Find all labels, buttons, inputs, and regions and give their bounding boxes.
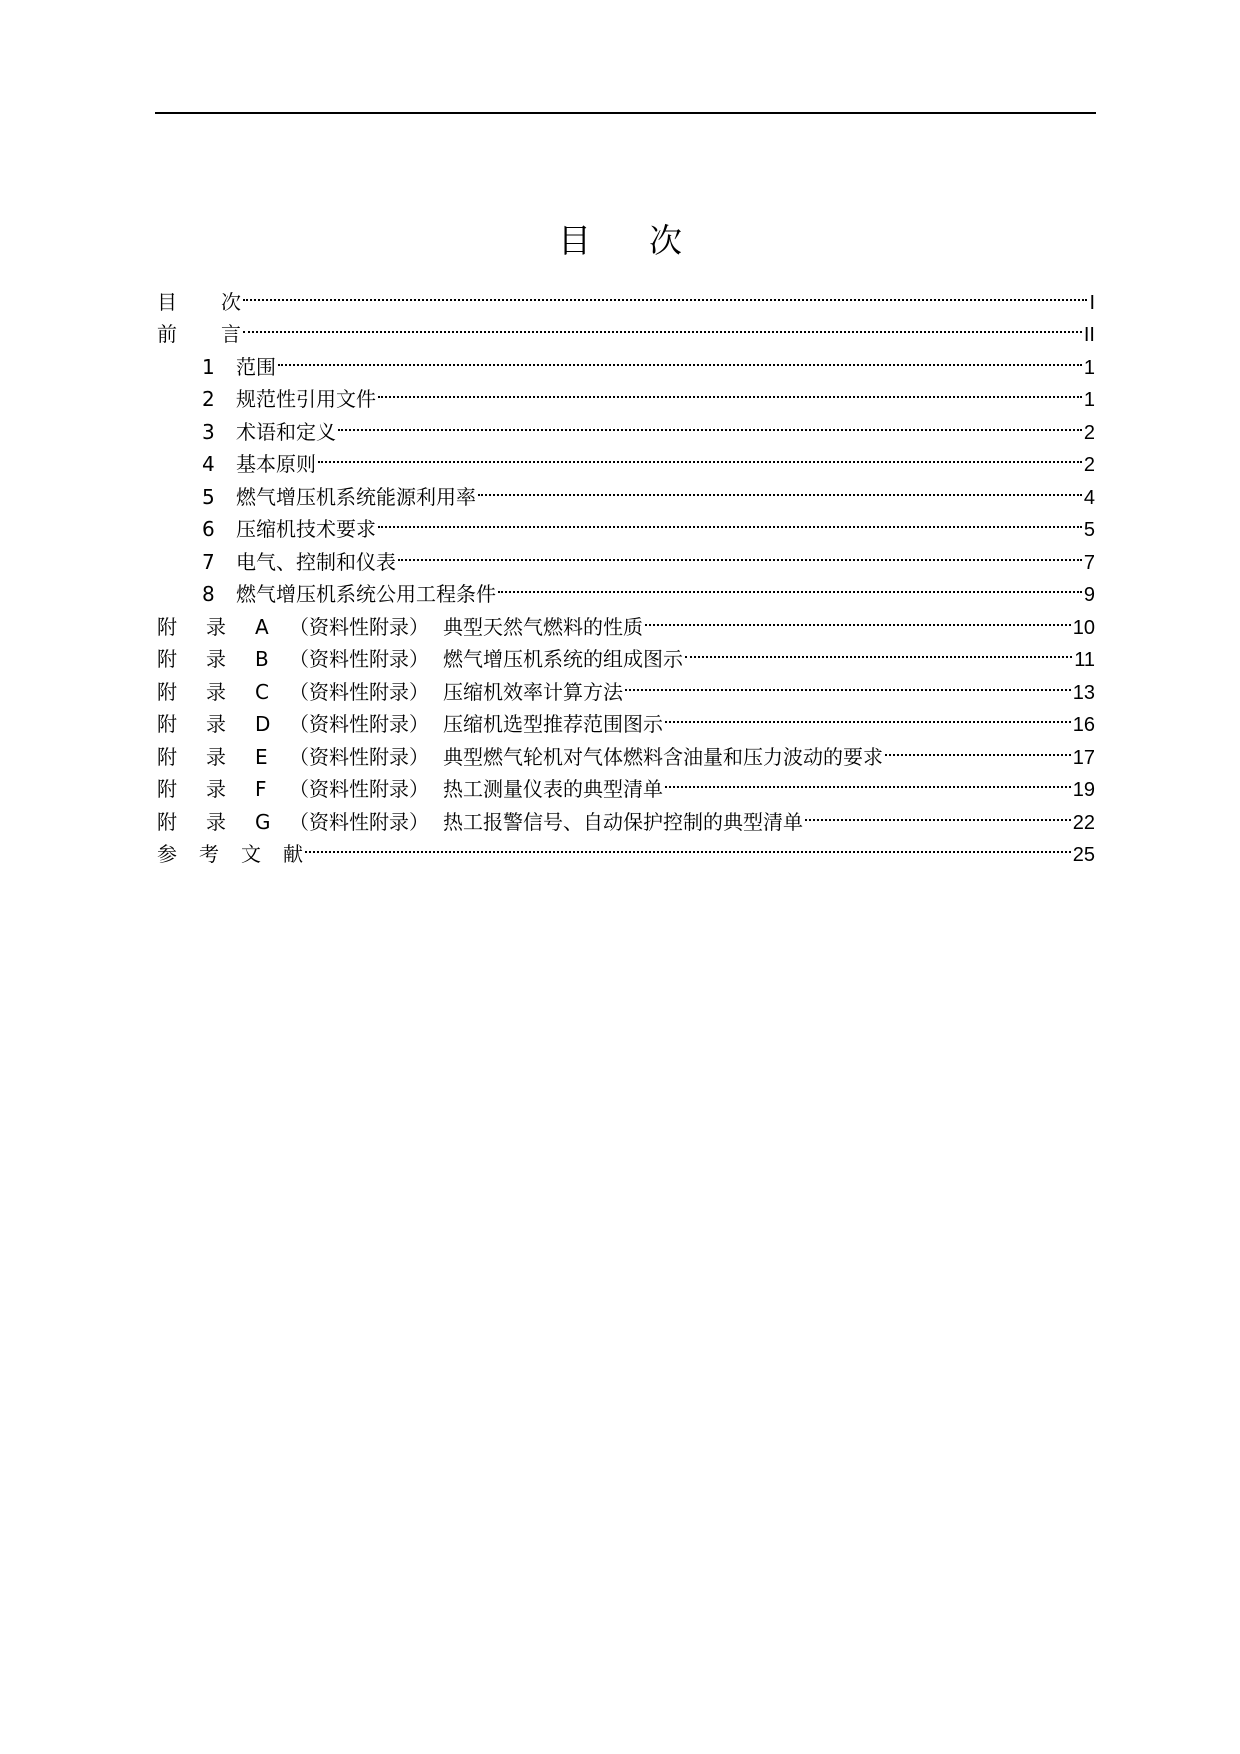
- dot-leader: [243, 276, 1087, 309]
- dot-leader: [338, 406, 1082, 439]
- toc-entry-label: [157, 708, 663, 741]
- chapter-number: 7: [202, 549, 215, 574]
- annex-title: 燃气增压机系统的组成图示: [443, 647, 683, 671]
- annex-title: 典型天然气燃料的性质: [443, 614, 643, 639]
- toc-char: 文: [241, 842, 261, 866]
- annex-prefix: 录: [206, 777, 226, 801]
- toc-entry-label: [157, 773, 663, 806]
- toc-page-number: 16: [1072, 714, 1095, 736]
- annex-prefix: 附: [157, 744, 177, 769]
- toc-entry-label: [157, 416, 336, 449]
- toc-entry-label: [157, 318, 241, 351]
- toc-page-number: 2: [1083, 454, 1095, 476]
- toc-entry-label: [157, 578, 496, 611]
- annex-tag: （资料性附录）: [289, 679, 429, 704]
- dot-leader: [645, 601, 1071, 634]
- dot-leader: [498, 569, 1082, 602]
- toc-char: 前: [157, 322, 177, 346]
- annex-prefix: 录: [206, 744, 226, 769]
- annex-title: 典型燃气轮机对气体燃料含油量和压力波动的要求: [443, 744, 883, 769]
- dot-leader: [318, 439, 1082, 472]
- annex-letter: B: [255, 647, 269, 671]
- dot-leader: [278, 341, 1082, 374]
- chapter-number: 3: [202, 419, 215, 444]
- dot-leader: [378, 504, 1082, 537]
- annex-prefix: 附: [157, 614, 177, 639]
- annex-tag: （资料性附录）: [289, 614, 429, 639]
- chapter-number: 8: [202, 582, 215, 606]
- annex-prefix: 录: [206, 647, 226, 671]
- toc-page-number: 2: [1083, 421, 1095, 444]
- chapter-title: 术语和定义: [236, 419, 336, 444]
- toc-char: 目: [157, 289, 177, 314]
- toc-page-number: 19: [1072, 779, 1095, 801]
- chapter-title: 压缩机技术要求: [236, 517, 376, 541]
- toc-char: 次: [221, 289, 241, 314]
- toc-page-number: 1: [1083, 356, 1095, 379]
- annex-prefix: 录: [206, 679, 226, 704]
- toc-page-number: 10: [1072, 616, 1095, 639]
- chapter-number: 5: [202, 484, 215, 509]
- page-title-right: 次: [649, 221, 682, 260]
- annex-tag: （资料性附录）: [289, 744, 429, 769]
- annex-title: 热工报警信号、自动保护控制的典型清单: [443, 809, 803, 834]
- dot-leader: [378, 374, 1082, 407]
- toc-char: 参: [157, 842, 177, 866]
- annex-prefix: 录: [206, 712, 226, 736]
- toc-entry-label: [157, 611, 643, 644]
- chapter-title: 电气、控制和仪表: [236, 549, 396, 574]
- dot-leader: [478, 471, 1082, 504]
- chapter-title: 范围: [236, 354, 276, 379]
- annex-letter: F: [255, 777, 267, 801]
- dot-leader: [398, 536, 1082, 569]
- chapter-number: 6: [202, 517, 215, 541]
- toc-entry-label: [157, 448, 316, 481]
- toc-page-number: 9: [1083, 584, 1095, 606]
- toc-page-number: 22: [1072, 811, 1095, 834]
- annex-prefix: 附: [157, 679, 177, 704]
- annex-prefix: 录: [206, 809, 226, 834]
- toc-entry-label: [157, 676, 623, 709]
- annex-prefix: 附: [157, 777, 177, 801]
- toc-entry-label: [157, 838, 303, 871]
- toc-page-number: 17: [1072, 746, 1095, 769]
- dot-leader: [305, 829, 1071, 862]
- toc-page-number: I: [1089, 291, 1095, 314]
- header-rule: [155, 112, 1096, 114]
- annex-tag: （资料性附录）: [289, 647, 429, 671]
- annex-prefix: 附: [157, 809, 177, 834]
- toc-page-number: 1: [1083, 389, 1095, 411]
- toc-page-number: 7: [1083, 551, 1095, 574]
- toc-page-number: II: [1083, 324, 1095, 346]
- chapter-number: 1: [202, 354, 215, 379]
- annex-title: 压缩机效率计算方法: [443, 679, 623, 704]
- toc-entry-label: [157, 351, 276, 384]
- chapter-number: 4: [202, 452, 215, 476]
- toc-entry[interactable]: [157, 341, 1095, 379]
- toc-entry[interactable]: [157, 309, 1095, 346]
- dot-leader: [665, 764, 1071, 797]
- toc-char: 献: [283, 842, 303, 866]
- toc-page-number: 4: [1083, 486, 1095, 509]
- dot-leader: [243, 309, 1082, 342]
- toc-page-number: 13: [1072, 681, 1095, 704]
- dot-leader: [805, 796, 1071, 829]
- annex-tag: （资料性附录）: [289, 809, 429, 834]
- toc-entry-label: [157, 546, 396, 579]
- toc-page-number: 5: [1083, 519, 1095, 541]
- page-title: [0, 216, 1240, 266]
- annex-prefix: 录: [206, 614, 226, 639]
- toc-char: 言: [221, 322, 241, 346]
- annex-letter: C: [255, 679, 269, 704]
- dot-leader: [625, 666, 1071, 699]
- annex-title: 压缩机选型推荐范围图示: [443, 712, 663, 736]
- annex-tag: （资料性附录）: [289, 712, 429, 736]
- dot-leader: [665, 699, 1071, 732]
- toc-char: 考: [199, 842, 219, 866]
- dot-leader: [685, 634, 1072, 667]
- toc-page-number: 11: [1074, 649, 1095, 671]
- annex-tag: （资料性附录）: [289, 777, 429, 801]
- chapter-title: 燃气增压机系统公用工程条件: [236, 582, 496, 606]
- toc-entry[interactable]: [157, 276, 1095, 314]
- page-title-left: 目: [558, 221, 591, 260]
- toc-entry-label: [157, 513, 376, 546]
- annex-prefix: 附: [157, 712, 177, 736]
- chapter-title: 燃气增压机系统能源利用率: [236, 484, 476, 509]
- annex-prefix: 附: [157, 647, 177, 671]
- chapter-title: 规范性引用文件: [236, 387, 376, 411]
- toc-page-number: 25: [1072, 844, 1095, 866]
- chapter-title: 基本原则: [236, 452, 316, 476]
- chapter-number: 2: [202, 387, 215, 411]
- toc-entry-label: [157, 286, 241, 319]
- table-of-contents: [157, 276, 1095, 866]
- toc-entry-label: [157, 643, 683, 676]
- annex-letter: A: [255, 614, 269, 639]
- annex-letter: E: [255, 744, 268, 769]
- annex-letter: D: [255, 712, 271, 736]
- annex-title: 热工测量仪表的典型清单: [443, 777, 663, 801]
- annex-letter: G: [255, 809, 271, 834]
- toc-entry[interactable]: [157, 374, 1095, 411]
- dot-leader: [885, 731, 1071, 764]
